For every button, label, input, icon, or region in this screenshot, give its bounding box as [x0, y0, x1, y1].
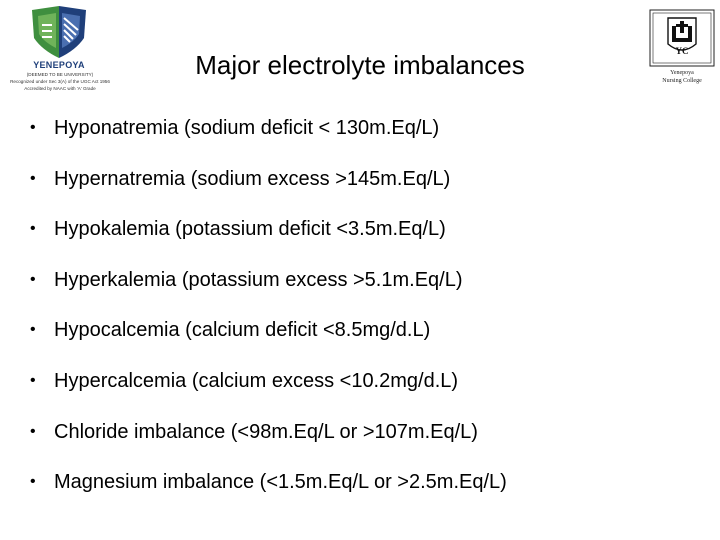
- bullet-icon: •: [30, 119, 36, 136]
- list-item: [24, 217, 704, 268]
- bullet-icon: •: [30, 169, 36, 187]
- list-item-text: Hypokalemia (potassium deficit <3.5m.Eq/L): [54, 218, 446, 241]
- list-item-text: Hyperkalemia (potassium excess >5.1m.Eq/L): [54, 268, 463, 291]
- bullet-icon: •: [30, 371, 36, 389]
- right-logo-line2: Nursing College: [662, 78, 702, 84]
- yenepoya-university-logo: [0, 0, 118, 104]
- list-item-text: Hyponatremia (sodium deficit < 130m.Eq/L): [54, 117, 440, 139]
- list-item-text: Hypocalcemia (calcium deficit <8.5mg/d.L): [54, 319, 431, 342]
- list-item-text: Hypernatremia (sodium excess >145m.Eq/L): [54, 167, 451, 190]
- bullet-icon: •: [30, 270, 36, 288]
- bullet-icon: •: [30, 321, 36, 339]
- left-logo-line1: (DEEMED TO BE UNIVERSITY): [26, 72, 94, 77]
- bullet-icon: •: [30, 422, 36, 440]
- bullet-icon: •: [30, 473, 36, 491]
- list-item: [24, 470, 704, 521]
- list-item-text: Hypercalcemia (calcium excess <10.2mg/d.L): [54, 369, 459, 392]
- nursing-college-crest-icon: [648, 8, 716, 68]
- list-item: [24, 167, 704, 218]
- list-item: [24, 116, 704, 167]
- left-logo-line3: Accredited by NAAC with 'A' Grade: [24, 86, 96, 91]
- list-item-text: Magnesium imbalance (<1.5m.Eq/L or >2.5m.Eq/L): [54, 471, 507, 494]
- list-item: [24, 318, 704, 369]
- left-logo-line2: Recognized under Sec 3(A) of the UGC Act 1956: [10, 79, 110, 84]
- slide-title: Major electrolyte imbalances: [195, 50, 525, 80]
- university-crest-icon: [28, 4, 90, 60]
- right-logo-line1: Yenepoya: [670, 70, 694, 76]
- yenepoya-nursing-college-logo: [648, 8, 716, 96]
- list-item: [24, 420, 704, 471]
- svg-text:YC: YC: [675, 46, 689, 56]
- electrolyte-list: [24, 116, 704, 521]
- list-item: [24, 369, 704, 420]
- list-item-text: Chloride imbalance (<98m.Eq/L or >107m.Eq/L): [54, 420, 478, 443]
- bullet-icon: •: [30, 220, 36, 238]
- left-logo-name: YENEPOYA: [33, 60, 85, 70]
- list-item: [24, 268, 704, 319]
